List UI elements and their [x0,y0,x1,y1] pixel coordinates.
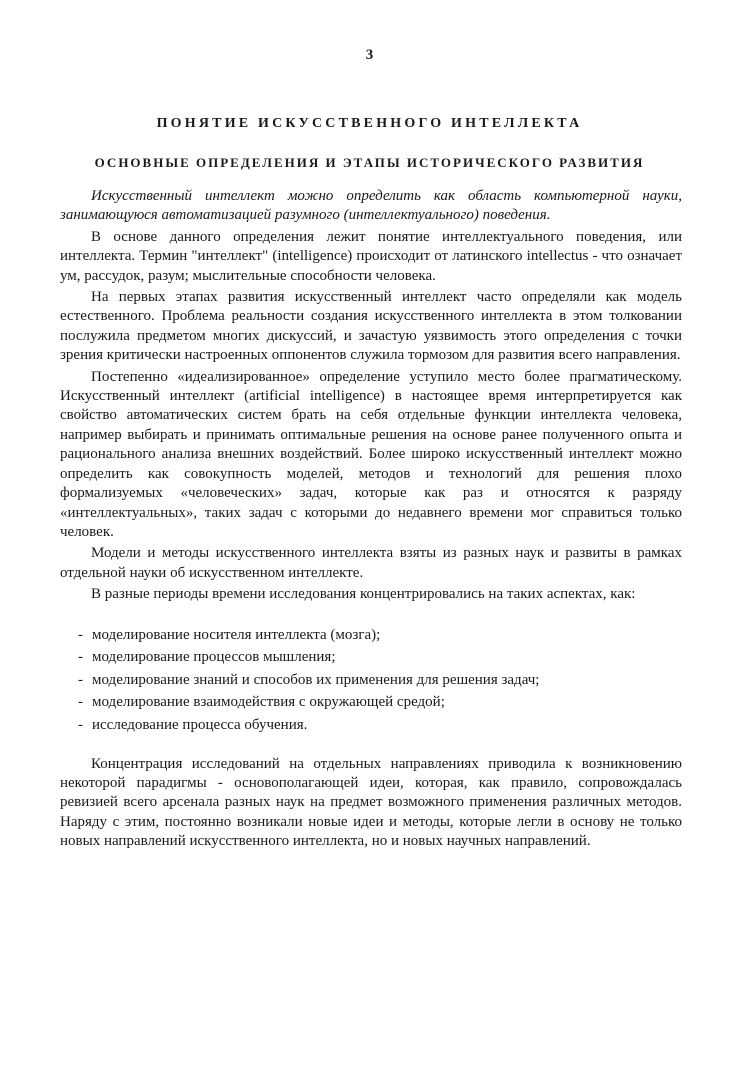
paragraph-early-stages: На первых этапах развития искусственный интеллект часто определяли как модель естественного. Проблема реальности создания искусственного интеллекта в этом толковании послужила предметом многих дискуссий, и зачастую уязвимость этого определения с точки зрения критически настроенных оппонентов служила тормозом для развития всего направления. [60,289,682,364]
list-item [60,714,682,737]
list-item-text: исследование процесса обучения. [92,716,308,733]
list-dash: - [78,649,83,666]
definition-paragraph: Искусственный интеллект можно определить как область компьютерной науки, занимающуюся автоматизацией разумного (интеллектуального) поведения. [60,188,682,224]
paragraph-intelligence-term: В основе данного определения лежит понятие интеллектуального поведения, или интеллекта. Термин "интеллект" (intelligence) происходит от латинского intellectus - что означает ум, рассудок, разум; мыслительные способности человека. [60,228,682,284]
list-item [60,646,682,669]
aspects-list [60,624,682,737]
body-text [60,187,682,852]
list-dash: - [78,671,83,688]
paragraph-models-methods: Модели и методы искусственного интеллекта взяты из разных наук и развиты в рамках отдельной науки об искусственном интеллекте. [60,545,682,581]
paragraph-paradigm: Концентрация исследований на отдельных направлениях приводила к возникновению некоторой парадигмы - основополагающей идеи, которая, как правило, сопровождалась ревизией всего арсенала разных наук на предмет возможного применения различных методов. Наряду с этим, постоянно возникали новые идеи и методы, которые легли в основу не только новых направлений искусственного интеллекта, но и новых научных направлений. [60,755,682,850]
list-item-text: моделирование процессов мышления; [92,649,336,666]
chapter-title: ПОНЯТИЕ ИСКУССТВЕННОГО ИНТЕЛЛЕКТА [156,116,583,131]
list-dash: - [78,626,83,643]
paragraph-pragmatic-definition: Постепенно «идеализированное» определение уступило место более прагматическому. Искусственный интеллект (artificial intelligence) в настоящее время интерпретируется как свойство автоматических систем брать на себя отдельные функции интеллекта человека, например выбирать и принимать оптимальные решения на основе ранее полученного опыта и рационального анализа внешних воздействий. Более широко искусственный интеллект можно определить как совокупность моделей, методов и технологий для решения плохо формализуемых «человеческих» задач, которые как раз и относятся к разряду «интеллектуальных», таких задач с которыми до недавнего времени мог справиться только человек. [60,368,682,540]
list-item [60,624,682,647]
list-item [60,669,682,692]
list-item-text: моделирование взаимодействия с окружающей средой; [92,694,445,711]
section-title: ОСНОВНЫЕ ОПРЕДЕЛЕНИЯ И ЭТАПЫ ИСТОРИЧЕСКОГО РАЗВИТИЯ [94,155,645,170]
list-item-text: моделирование носителя интеллекта (мозга); [92,626,381,643]
list-item-text: моделирование знаний и способов их применения для решения задач; [92,671,540,688]
list-item [60,691,682,714]
paragraph-research-aspects: В разные периоды времени исследования концентрировались на таких аспектах, как: [91,586,636,603]
list-dash: - [78,694,83,711]
list-dash: - [78,716,83,733]
page-number: 3 [365,47,374,63]
